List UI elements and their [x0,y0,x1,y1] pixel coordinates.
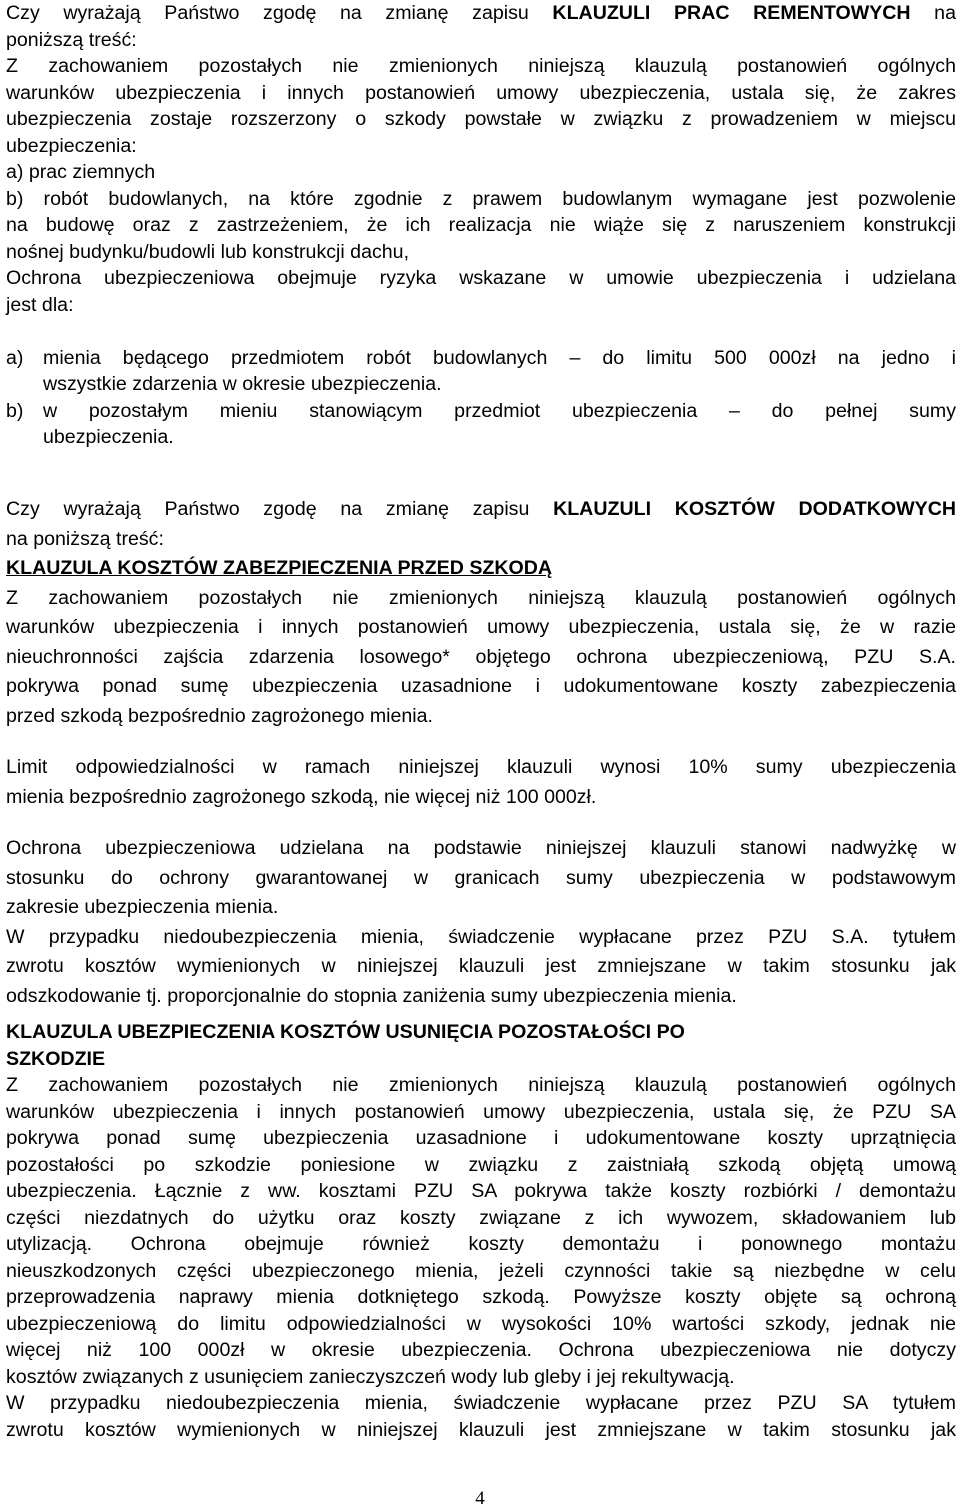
text-line: b) robót budowlanych, na które zgodnie z prawem budowlanym wymagane jest pozwolenie [6,187,956,210]
text-line: pokrywa ponad sumę ubezpieczenia uzasadnione i udokumentowane koszty uprzątnięcia [6,1127,956,1149]
clause-name: KLAUZULI KOSZTÓW DODATKOWYCH [553,498,956,520]
coverage-line: Ochrona ubezpieczeniowa obejmuje ryzyka wskazane w umowie ubezpieczenia i udzielana [6,267,956,289]
item-line-last: wszystkie zdarzenia w okresie ubezpieczenia. [43,373,442,395]
text-line: stosunku do ochrony gwarantowanej w granicach sumy ubezpieczenia w podstawowym [6,866,956,889]
text-line: na budowę oraz z zastrzeżeniem, że ich realizacja nie wiąże się z naruszeniem konstrukcji [6,214,956,236]
question-text: Czy wyrażają Państwo zgodę na zmianę zapisu [6,2,553,24]
clause-body-last-line: ubezpieczenia: [6,134,137,157]
text-line: pozostałości po szkodzie poniesione w związku z zaistniałą szkodą objętą umową [6,1153,956,1176]
paragraph-3-last-line: zakresie ubezpieczenia mienia. [6,896,279,918]
text-line: W przypadku niedoubezpieczenia mienia, świadczenie wypłacane przez PZU SA tytułem [6,1392,956,1414]
question-line [6,0,956,27]
text-line: zwrotu kosztów wymienionych w niniejszej klauzuli jest zmniejszane w takim stosunku jak [6,1418,956,1441]
section-additional-costs-clause [6,495,956,1011]
paragraph-1-last-line: przed szkodą bezpośrednio zagrożonego mienia. [6,704,433,727]
item-marker: a) [6,346,24,369]
question-line-2: na poniższą treść: [6,527,164,550]
paragraph-1 [6,1072,956,1364]
paragraph-1 [6,584,956,702]
list-item-a: a) prac ziemnych [6,161,156,183]
text-line: W przypadku niedoubezpieczenia mienia, świadczenie wypłacane przez PZU S.A. tytułem [6,925,956,948]
clause-name: KLAUZULI PRAC REMENTOWYCH [552,2,911,24]
text-line: przeprowadzenia naprawy mienia dotkniętego szkodą. Powyższe koszty objęte są ochroną [6,1286,956,1308]
text-line: nieuchronności zajścia zdarzenia losowego* objętego ochrona ubezpieczeniową, PZU S.A. [6,645,956,668]
item-marker: b) [6,399,24,422]
paragraph-2-line: Limit odpowiedzialności w ramach niniejszej klauzuli wynosi 10% sumy ubezpieczenia [6,756,956,778]
question-line [6,495,956,525]
text-line: więcej niż 100 000zł w okresie ubezpieczenia. Ochrona ubezpieczeniowa nie dotyczy [6,1339,956,1361]
text-line: warunków ubezpieczenia i innych postanowień umowy ubezpieczenia, ustala się, że zakres [6,81,956,104]
list-item-b [6,186,956,239]
clause-body [6,53,956,133]
section-repair-works-clause [6,0,956,451]
clause-heading: KLAUZULA KOSZTÓW ZABEZPIECZENIA PRZED SZKODĄ [6,557,553,579]
text-line: pokrywa ponad sumę ubezpieczenia uzasadnione i udokumentowane koszty zabezpieczenia [6,675,956,697]
item-line-last: ubezpieczenia. [43,426,174,448]
text-line: utylizacją. Ochrona obejmuje również koszty demontażu i ponownego montażu [6,1233,956,1255]
text-line: Z zachowaniem pozostałych nie zmienionych niniejszą klauzulą postanowień ogólnych [6,586,956,609]
section-debris-removal-clause [6,1019,956,1443]
item-line: mienia będącego przedmiotem robót budowlanych – do limitu 500 000zł na jedno i [43,346,956,369]
question-text: Czy wyrażają Państwo zgodę na zmianę zapisu [6,498,554,520]
text-line: nieuszkodzonych części ubezpieczonego mienia, jeżeli czynności takie są niezbędne w celu [6,1259,956,1282]
text-line: zwrotu kosztów wymienionych w niniejszej klauzuli jest zmniejszane w takim stosunku jak [6,955,956,977]
paragraph-4-last-line: odszkodowanie tj. proporcjonalnie do stopnia zaniżenia sumy ubezpieczenia mienia. [6,984,737,1007]
text-line: warunków ubezpieczenia i innych postanowień umowy ubezpieczenia, ustala się, że w razie [6,616,956,638]
paragraph-2-last-line: mienia bezpośrednio zagrożonego szkodą, nie więcej niż 100 000zł. [6,785,597,808]
text-line: ubezpieczenia zostaje rozszerzony o szkody powstałe w związku z prowadzeniem w miejscu [6,108,956,130]
question-text-end: na [910,2,956,24]
paragraph-2 [6,1390,956,1443]
coverage-last-line: jest dla: [6,293,74,316]
text-line: Ochrona ubezpieczeniowa udzielana na podstawie niniejszej klauzuli stanowi nadwyżkę w [6,837,956,859]
paragraph-4 [6,923,956,982]
item-line: w pozostałym mieniu stanowiącym przedmiot ubezpieczenia – do pełnej sumy [43,399,956,422]
paragraph-1-last-line: kosztów związanych z usunięciem zanieczyszczeń wody lub gleby i jej rekultywacją. [6,1365,735,1388]
coverage-item-a [6,345,956,398]
clause-heading-line-1: KLAUZULA UBEZPIECZENIA KOSZTÓW USUNIĘCIA POZOSTAŁOŚCI PO [6,1021,685,1043]
text-line: części niezdatnych do użytku oraz koszty związane z ich wywozem, składowaniem lub [6,1206,956,1229]
question-line-2: poniższą treść: [6,28,137,51]
clause-heading-line-2: SZKODZIE [6,1047,106,1070]
page-number: 4 [475,1488,485,1509]
paragraph-3 [6,834,956,893]
text-line: Z zachowaniem pozostałych nie zmienionych niniejszą klauzulą postanowień ogólnych [6,55,956,77]
text-line: ubezpieczeniową do limitu odpowiedzialności w wysokości 10% wartości szkody, jednak nie [6,1312,956,1335]
text-line: Z zachowaniem pozostałych nie zmienionych niniejszą klauzulą postanowień ogólnych [6,1074,956,1096]
text-line: warunków ubezpieczenia i innych postanowień umowy ubezpieczenia, ustala się, że PZU SA [6,1100,956,1123]
coverage-item-b [6,398,956,451]
list-item-b-last-line: nośnej budynku/budowli lub konstrukcji dachu, [6,240,410,263]
text-line: ubezpieczenia. Łącznie z ww. kosztami PZU SA pokrywa także koszty rozbiórki / demontażu [6,1180,956,1202]
